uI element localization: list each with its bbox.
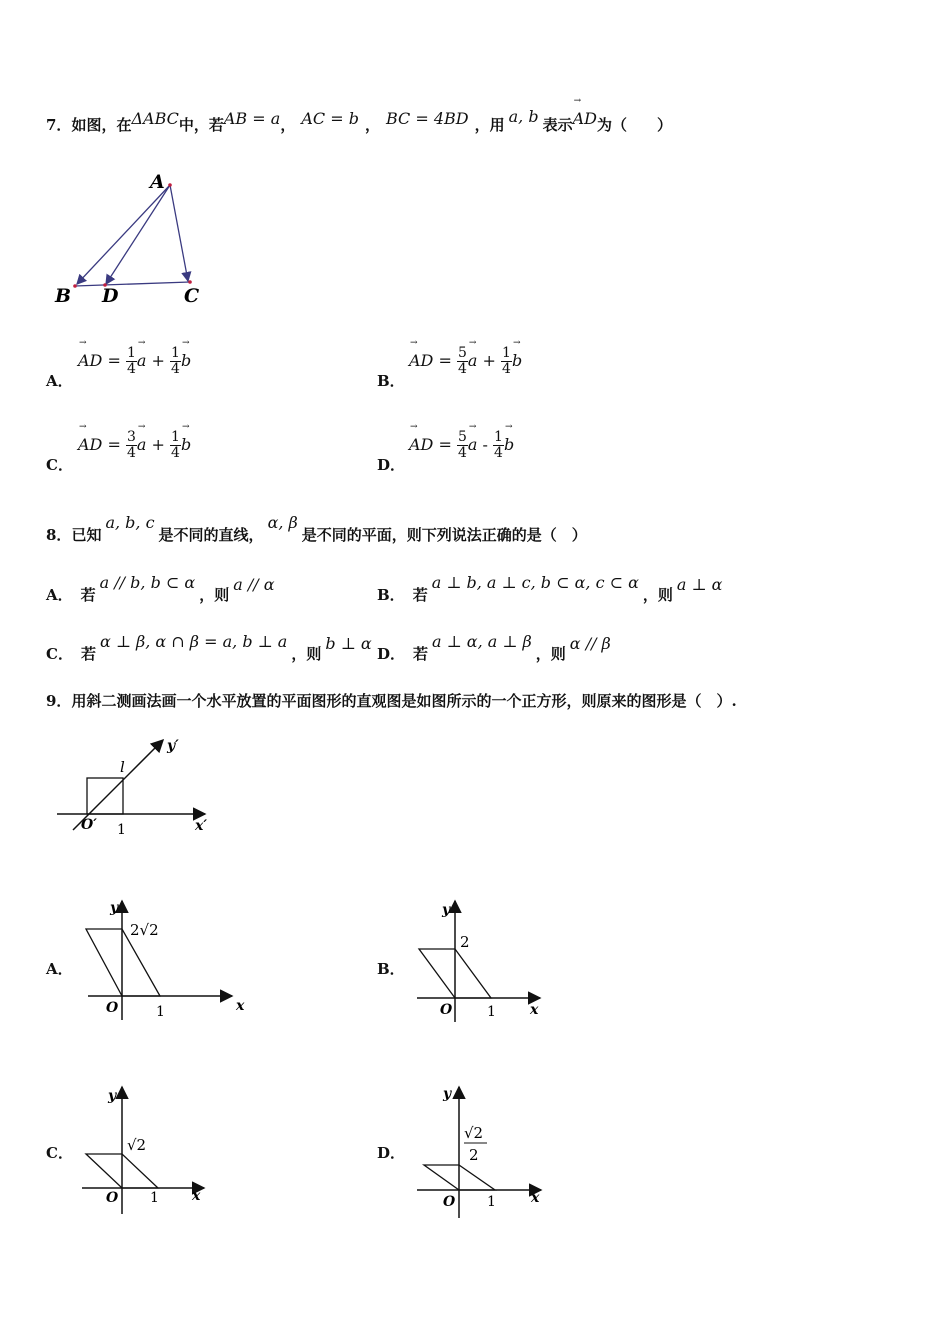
- frac-den: 4: [126, 445, 136, 461]
- option-then: ，则: [291, 645, 322, 663]
- q9-text: 用斜二测画法画一个水平放置的平面图形的直观图是如图所示的一个正方形，则原来的图形是（ ）.: [71, 692, 737, 710]
- frac-num: 3: [126, 429, 136, 445]
- height-label: √2: [127, 1136, 147, 1154]
- q8-option-d[interactable]: [377, 632, 611, 664]
- q9-stem: [46, 690, 737, 711]
- q9-option-a-figure: [76, 898, 251, 1023]
- label-b: B: [55, 285, 72, 307]
- option-result: α // β: [569, 634, 611, 653]
- option-lhs: → AD =: [409, 351, 452, 370]
- q7-vector-ad: → AD: [573, 109, 597, 128]
- vector-a: → a: [468, 435, 478, 454]
- label-c: C: [184, 285, 200, 307]
- option-condition: α ⊥ β, α ∩ β = a, b ⊥ a: [99, 632, 288, 651]
- q9-option-d-figure: [411, 1082, 586, 1222]
- option-label: D．: [377, 1144, 406, 1162]
- operator: +: [151, 351, 165, 370]
- q9-number: 9．: [46, 692, 72, 710]
- q7-text-2: 中，若: [178, 116, 224, 134]
- tick-1-label: 1: [150, 1190, 159, 1206]
- vector-a: → a: [137, 351, 147, 370]
- x-prime-label: x′: [195, 818, 208, 834]
- option-label: D．: [377, 456, 406, 474]
- x-label: x: [530, 1002, 539, 1018]
- q8-text-3: 是不同的平面，则下列说法正确的是（ ）: [301, 526, 587, 544]
- option-label: C．: [46, 1144, 73, 1162]
- vector-b: → b: [504, 435, 514, 454]
- option-result: a // α: [233, 575, 275, 594]
- frac-num: 5: [457, 345, 467, 361]
- option-lhs: → AD =: [409, 435, 452, 454]
- frac-num: 5: [457, 429, 467, 445]
- q7-cond-3: BC = 4BD: [385, 109, 469, 128]
- frac-num: 1: [126, 345, 136, 361]
- option-label: B．: [377, 960, 405, 978]
- option-condition: a ⊥ b, a ⊥ c, b ⊂ α, c ⊂ α: [431, 573, 639, 592]
- q7-number: 7．: [46, 116, 72, 134]
- q8-option-b[interactable]: [377, 573, 723, 605]
- origin-label: O: [440, 1002, 453, 1018]
- option-label: A．: [46, 372, 73, 390]
- x-label: x: [531, 1190, 540, 1206]
- height-denominator: 2: [469, 1146, 479, 1164]
- q8-lines: a, b, c: [105, 513, 155, 532]
- point-b: [73, 284, 77, 288]
- q7-sep-2: ，: [364, 116, 380, 134]
- frac-den: 4: [457, 361, 467, 377]
- point-a: [168, 183, 172, 187]
- option-result: b ⊥ α: [325, 634, 372, 653]
- origin-prime-label: O′: [81, 817, 97, 833]
- option-label: D．: [377, 645, 406, 663]
- origin-label: O: [106, 1000, 119, 1016]
- frac-den: 4: [126, 361, 136, 377]
- q9-option-b-figure: [412, 898, 587, 1023]
- vector-ad: [106, 185, 170, 284]
- option-condition: a // b, b ⊂ α: [99, 573, 196, 592]
- frac-num: 1: [171, 429, 180, 445]
- option-label: C．: [46, 645, 73, 663]
- frac-den: 4: [171, 445, 180, 461]
- l-label: l: [120, 758, 125, 776]
- y-label: y: [110, 900, 119, 916]
- frac-den: 4: [502, 361, 511, 377]
- y-label: y: [108, 1088, 117, 1104]
- vector-ab: [77, 185, 170, 284]
- frac-den: 4: [494, 445, 503, 461]
- q8-text-1: 已知: [71, 526, 102, 544]
- option-if: 若: [413, 645, 429, 663]
- q7-stem: [46, 107, 672, 135]
- height-numerator: √2: [464, 1124, 484, 1142]
- parallelogram: [86, 929, 160, 996]
- vector-b: → b: [181, 435, 191, 454]
- q7-cond-1: AB = a: [223, 109, 281, 128]
- option-then: ，则: [642, 586, 673, 604]
- frac-num: 1: [502, 345, 511, 361]
- vector-a: → a: [137, 435, 147, 454]
- y-label: y: [442, 902, 451, 918]
- q7-vectors: a, b: [508, 107, 539, 126]
- q7-text-5: 为（ ）: [596, 116, 672, 134]
- option-label: B．: [377, 372, 405, 390]
- origin-label: O: [443, 1194, 456, 1210]
- frac-den: 4: [171, 361, 180, 377]
- option-label: C．: [46, 456, 73, 474]
- option-then: ，则: [535, 645, 566, 663]
- operator: +: [151, 435, 165, 454]
- option-condition: a ⊥ α, a ⊥ β: [432, 632, 532, 651]
- q8-stem: [46, 513, 587, 545]
- option-label: B．: [377, 586, 405, 604]
- height-label: 2: [460, 933, 470, 951]
- square: [87, 778, 123, 814]
- vector-a: → a: [468, 351, 478, 370]
- option-label: A．: [46, 586, 73, 604]
- q9-option-c-figure: [82, 1082, 257, 1222]
- x-label: x: [192, 1188, 201, 1204]
- option-result: a ⊥ α: [676, 575, 723, 594]
- point-c: [188, 280, 192, 284]
- q7-sep-1: ，: [280, 116, 296, 134]
- q8-planes: α, β: [267, 513, 298, 532]
- q7-triangle-figure: [50, 168, 210, 308]
- option-lhs: → AD =: [78, 435, 121, 454]
- tick-1-label: 1: [156, 1004, 165, 1020]
- option-lhs: → AD =: [78, 351, 121, 370]
- option-then: ，则: [199, 586, 230, 604]
- q7-text-3: ，用: [474, 116, 505, 134]
- tick-1-label: 1: [487, 1194, 496, 1210]
- q9-oblique-figure: [55, 733, 220, 838]
- option-if: 若: [80, 645, 96, 663]
- frac-den: 4: [457, 445, 467, 461]
- q7-text-1: 如图，在: [71, 116, 132, 134]
- option-label: A．: [46, 960, 73, 978]
- operator: -: [482, 435, 488, 454]
- q8-number: 8．: [46, 526, 72, 544]
- x-label: x: [236, 998, 245, 1014]
- tick-1-label: 1: [487, 1004, 496, 1020]
- q7-triangle: ΔABC: [131, 109, 179, 128]
- origin-label: O: [106, 1190, 119, 1206]
- q8-option-c[interactable]: [46, 632, 372, 664]
- y-label: y: [443, 1086, 452, 1102]
- label-a: A: [150, 171, 165, 193]
- vector-b: → b: [181, 351, 191, 370]
- tick-1-label: 1: [117, 822, 126, 838]
- q7-cond-2: AC = b: [301, 109, 359, 128]
- y-prime-label: y′: [167, 738, 179, 754]
- option-if: 若: [80, 586, 96, 604]
- frac-num: 1: [494, 429, 503, 445]
- label-d: D: [102, 285, 119, 307]
- height-label: 2√2: [130, 921, 159, 939]
- segment-bc: [75, 282, 190, 286]
- q8-text-2: 是不同的直线，: [158, 526, 264, 544]
- frac-num: 1: [171, 345, 180, 361]
- vector-ac: [170, 185, 188, 281]
- operator: +: [482, 351, 496, 370]
- q8-option-a[interactable]: [46, 573, 275, 605]
- option-if: 若: [412, 586, 428, 604]
- q7-text-4: 表示: [542, 116, 573, 134]
- vector-b: → b: [512, 351, 522, 370]
